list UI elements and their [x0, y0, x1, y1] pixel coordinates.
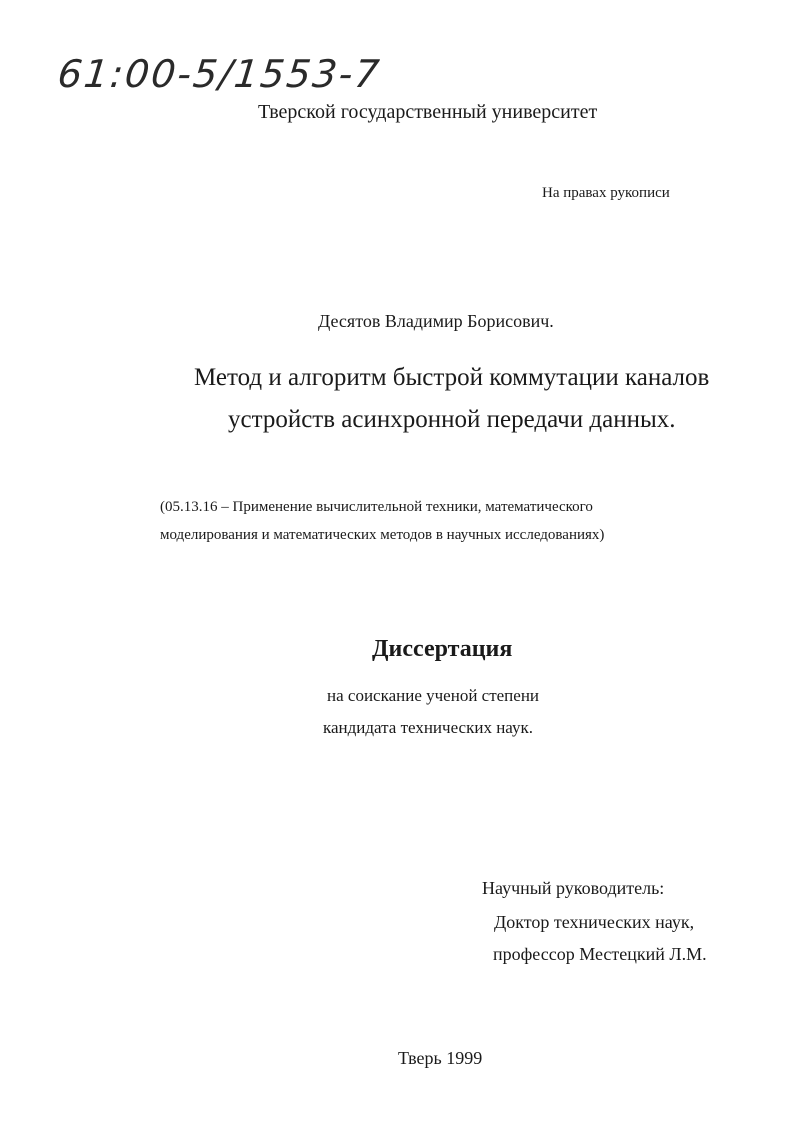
document-type-heading: Диссертация	[372, 636, 513, 662]
degree-line-1: на соискание ученой степени	[327, 686, 540, 705]
city-year: Тверь 1999	[398, 1048, 483, 1068]
archive-number: 61:00-5/1553-7	[55, 52, 384, 96]
manuscript-rights-note: На правах рукописи	[542, 185, 670, 201]
thesis-title-line-2: устройств асинхронной передачи данных.	[228, 406, 676, 433]
degree-line-2: кандидата технических наук.	[323, 718, 533, 737]
university-name: Тверской государственный университет	[258, 101, 598, 123]
supervisor-name: профессор Местецкий Л.М.	[493, 944, 707, 964]
supervisor-title: Доктор технических наук,	[494, 912, 695, 932]
specialty-line-2: моделирования и математических методов в научных исследованиях)	[160, 527, 605, 543]
author-name: Десятов Владимир Борисович.	[318, 311, 554, 331]
thesis-title-line-1: Метод и алгоритм быстрой коммутации каналов	[194, 364, 710, 391]
specialty-line-1: (05.13.16 – Применение вычислительной техники, математического	[160, 499, 593, 515]
supervisor-label: Научный руководитель:	[482, 878, 665, 898]
